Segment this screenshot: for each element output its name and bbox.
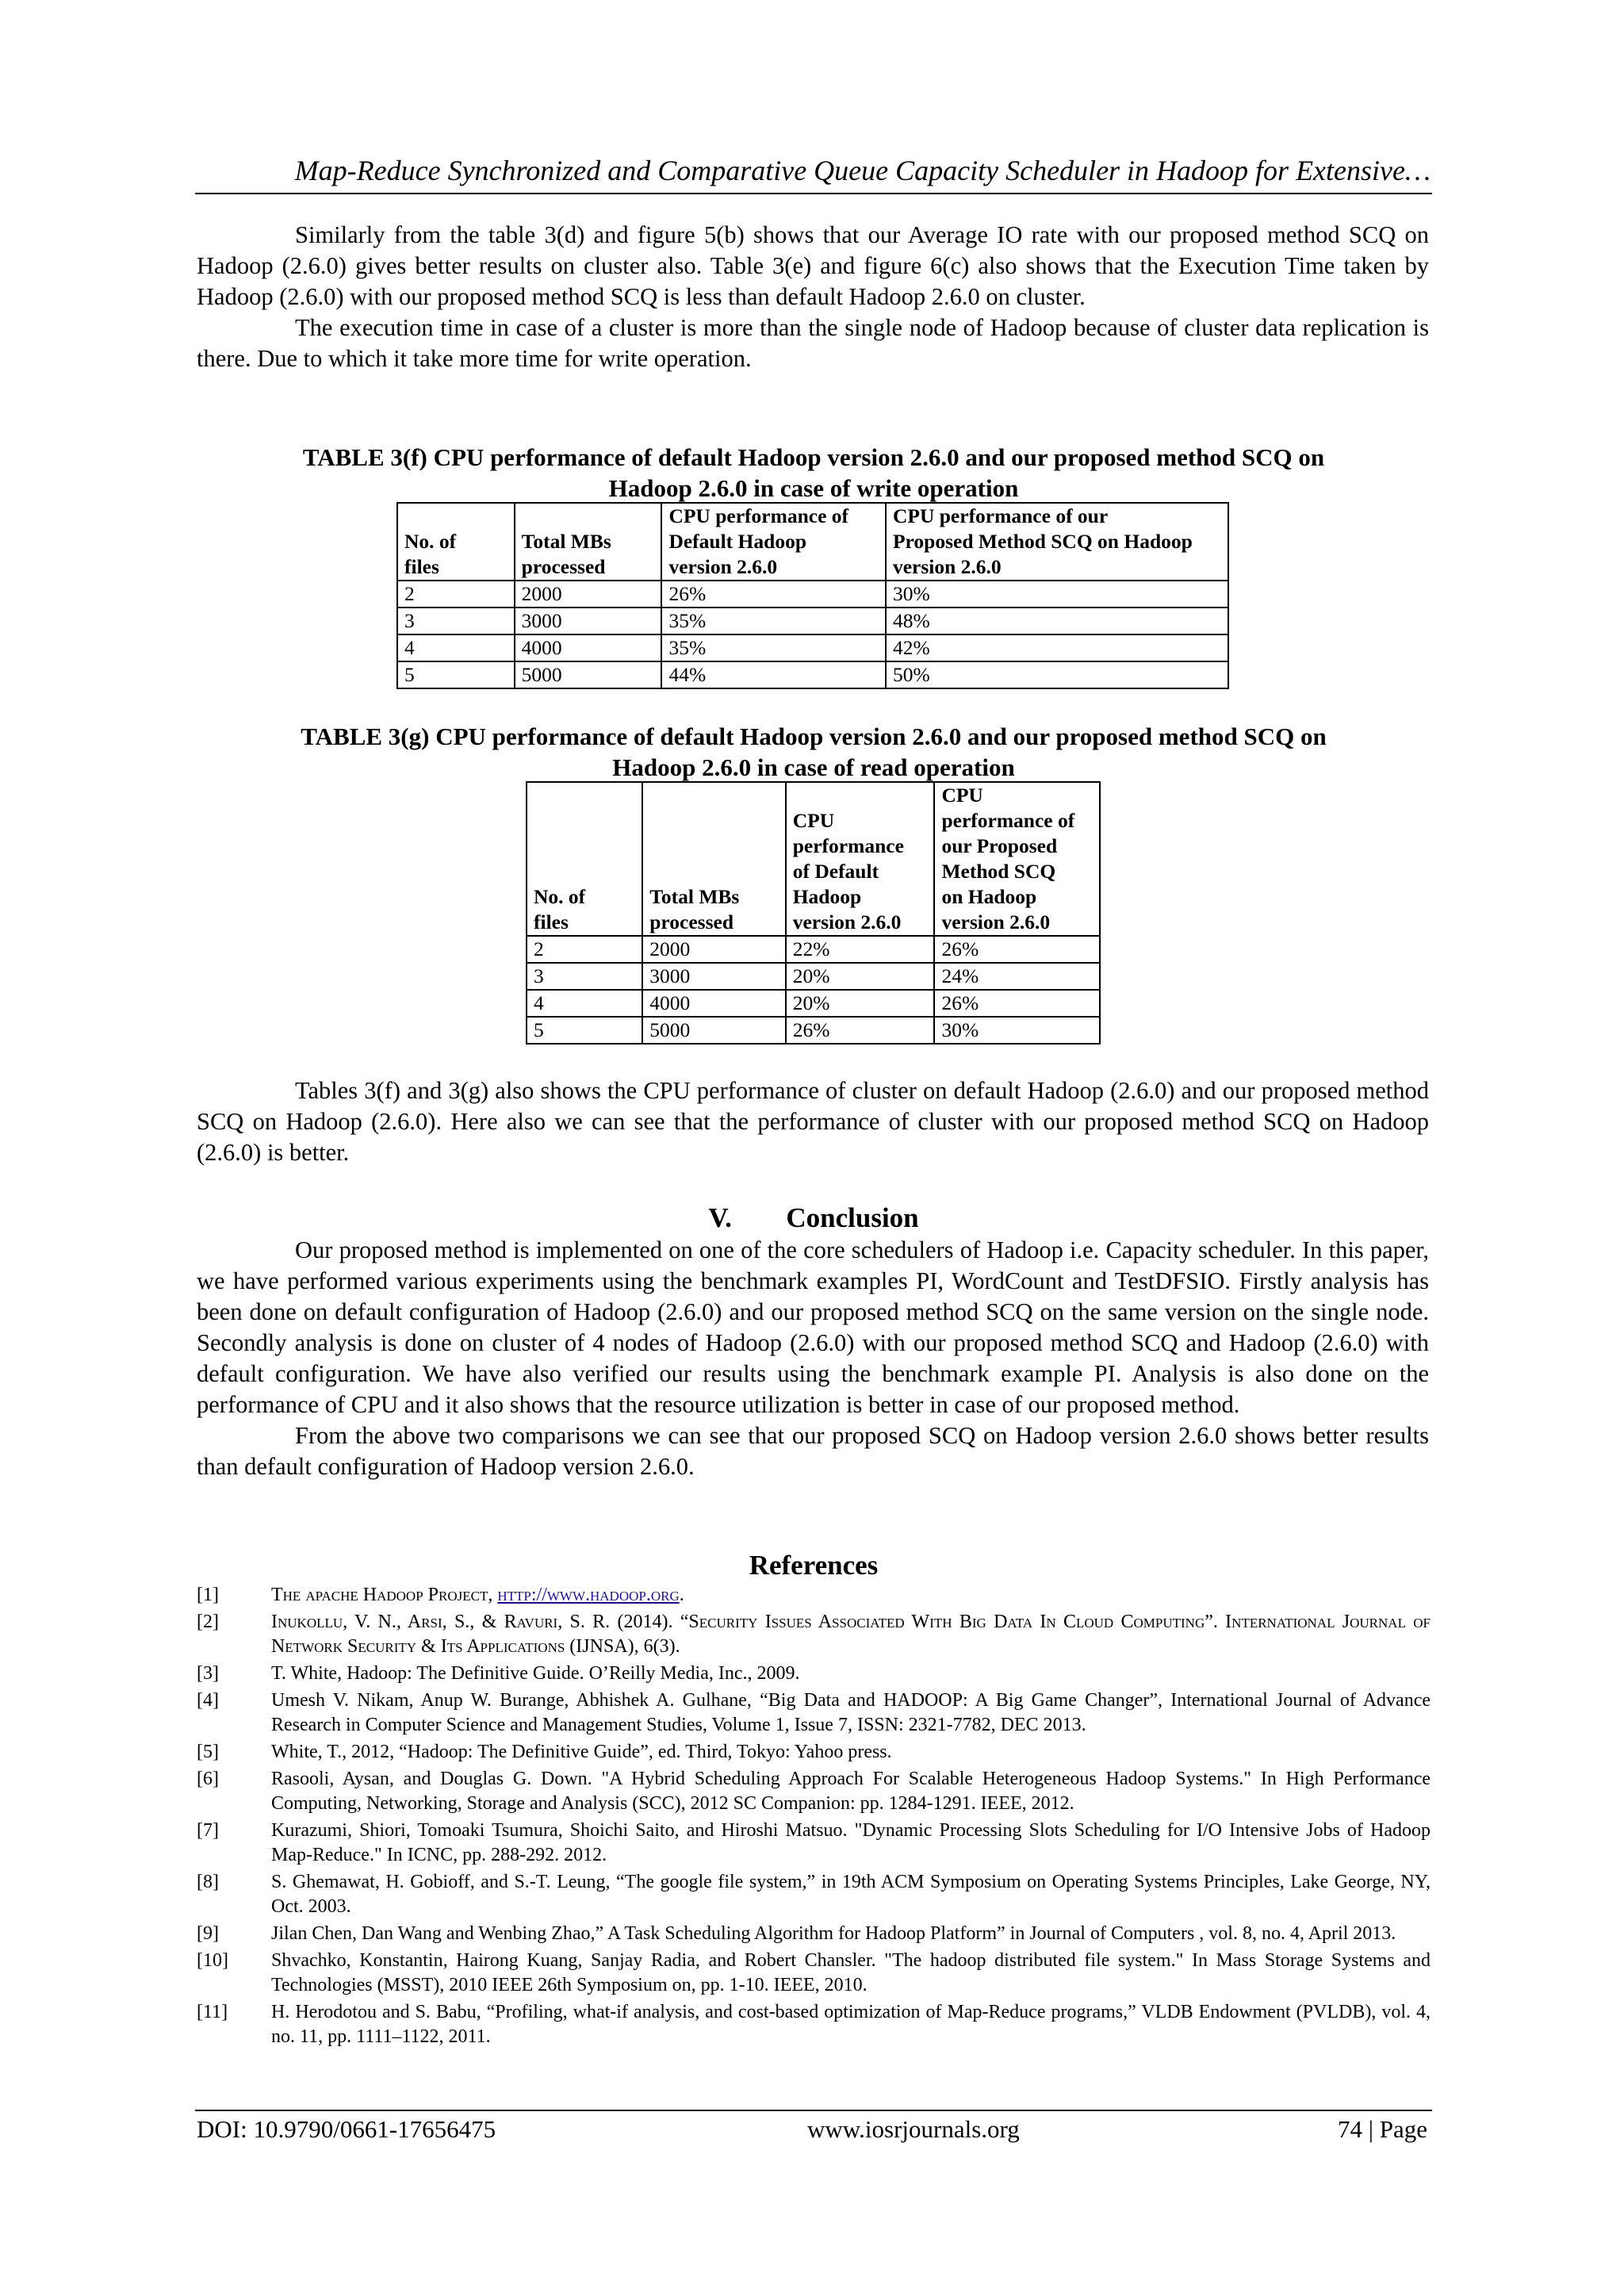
table-row — [527, 990, 1100, 1017]
reference-item: [6] Rasooli, Aysan, and Douglas G. Down. "A Hybrid Scheduling Approach For Scalable Heterogeneous Hadoop Systems." In High Performance Computing, Networking, Storage and Analysis (SCC), 2012 SC Companion: pp. 1284-1291. IEEE, 2012. — [197, 1769, 1431, 1814]
table-3f-header-row — [397, 503, 1228, 581]
table-3f — [396, 502, 1229, 689]
table-cell: 30% — [934, 1017, 1100, 1044]
table-3g-header-files: No. of files — [527, 782, 642, 936]
table-cell: 42% — [886, 634, 1228, 661]
table-3f-header-total: Total MBs processed — [515, 503, 662, 581]
table-3g — [526, 781, 1101, 1045]
reference-item: [5] White, T., 2012, “Hadoop: The Definitive Guide”, ed. Third, Tokyo: Yahoo press. — [197, 1742, 892, 1762]
conclusion-text — [197, 1235, 1429, 1482]
conclusion-heading — [197, 1202, 1431, 1235]
reference-item: [3] T. White, Hadoop: The Definitive Guide. O’Reilly Media, Inc., 2009. — [197, 1663, 800, 1684]
table-cell: 5000 — [515, 661, 662, 688]
header-rule — [195, 193, 1432, 194]
table-cell: 26% — [786, 1017, 935, 1044]
reference-item: [8] S. Ghemawat, H. Gobioff, and S.-T. Leung, “The google file system,” in 19th ACM Symposium on Operating Systems Principles, Lake George, NY, Oct. 2003. — [197, 1872, 1431, 1917]
table-cell: 3000 — [642, 963, 785, 990]
reference-item: [4] Umesh V. Nikam, Anup W. Burange, Abhishek A. Gulhane, “Big Data and HADOOP: A Big Game Changer”, International Journal of Advance Research in Computer Science and Management Studies, Volume 1, Issue 7, ISSN: 2321-7782, DEC 2013. — [197, 1690, 1431, 1735]
reference-item: [1] The apache Hadoop Project, http://www.hadoop.org. — [197, 1585, 684, 1605]
footer-rule — [195, 2110, 1432, 2111]
table-cell: 5 — [397, 661, 515, 688]
table-cell: 26% — [934, 936, 1100, 963]
table-cell: 2000 — [642, 936, 785, 963]
table-cell: 20% — [786, 990, 935, 1017]
conclusion-paragraph-1: Our proposed method is implemented on one of the core schedulers of Hadoop i.e. Capacity scheduler. In this paper, we have performed various experiments using the benchmark examples PI, WordCount and TestDFSIO. Firstly analysis has been done on default configuration of Hadoop (2.6.0) and our proposed method SCQ on the same version on the single node. Secondly analysis is done on cluster of 4 nodes of Hadoop (2.6.0) with our proposed method SCQ and Hadoop (2.6.0) with default configuration. We have also verified our results using the benchmark example PI. Analysis is also done on the performance of CPU and it also shows that the resource utilization is better in case of our proposed method. — [197, 1236, 1429, 1418]
table-3g-caption-line-2: Hadoop 2.6.0 in case of read operation — [612, 753, 1015, 781]
table-cell: 50% — [886, 661, 1228, 688]
conclusion-title: Conclusion — [786, 1202, 919, 1233]
table-cell: 44% — [661, 661, 886, 688]
table-3g-header-proposed: CPU performance of our Proposed Method SCQ on Hadoop version 2.6.0 — [934, 782, 1100, 936]
table-3f-caption-line-2: Hadoop 2.6.0 in case of write operation — [608, 474, 1019, 502]
table-cell: 30% — [886, 581, 1228, 608]
references-heading: References — [749, 1550, 879, 1581]
reference-item: [2] Inukollu, V. N., Arsi, S., & Ravuri, S. R. (2014). “Security Issues Associated With Big Data In Cloud Computing”. International Journal of Network Security & Its Applications (IJNSA), 6(3). — [197, 1612, 1431, 1657]
footer-doi: DOI: 10.9790/0661-17656475 — [197, 2115, 496, 2143]
table-cell: 4 — [397, 634, 515, 661]
running-header: Map-Reduce Synchronized and Comparative Queue Capacity Scheduler in Hadoop for Extensive… — [294, 155, 1431, 186]
table-cell: 24% — [934, 963, 1100, 990]
table-3g-header-row — [527, 782, 1100, 936]
table-3f-header-files: No. of files — [397, 503, 515, 581]
table-row — [527, 963, 1100, 990]
table-cell: 35% — [661, 634, 886, 661]
table-cell: 4 — [527, 990, 642, 1017]
footer-website[interactable]: www.iosrjournals.org — [807, 2115, 1020, 2143]
reference-item: [9] Jilan Chen, Dan Wang and Wenbing Zhao,” A Task Scheduling Algorithm for Hadoop Platform” in Journal of Computers , vol. 8, no. 4, April 2013. — [197, 1923, 1396, 1944]
table-3g-caption — [197, 721, 1431, 783]
footer-page-number: 74 | Page — [1338, 2115, 1427, 2143]
table-3f-header-proposed: CPU performance of our Proposed Method SCQ on Hadoop version 2.6.0 — [886, 503, 1228, 581]
reference-item: [10] Shvachko, Konstantin, Hairong Kuang, Sanjay Radia, and Robert Chansler. "The hadoop distributed file system." In Mass Storage Systems and Technologies (MSST), 2010 IEEE 26th Symposium on, pp. 1-10. IEEE, 2010. — [197, 1950, 1431, 1995]
table-cell: 35% — [661, 608, 886, 634]
table-cell: 2 — [397, 581, 515, 608]
table-3f-caption-line-1: TABLE 3(f) CPU performance of default Hadoop version 2.6.0 and our proposed method SCQ on — [302, 443, 1325, 471]
intro-paragraph-1: Similarly from the table 3(d) and figure 5(b) shows that our Average IO rate with our proposed method SCQ on Hadoop (2.6.0) gives better results on cluster also. Table 3(e) and figure 6(c) also shows that the Execution Time taken by Hadoop (2.6.0) with our proposed method SCQ is less than default Hadoop 2.6.0 on cluster. — [197, 221, 1429, 310]
table-cell: 2 — [527, 936, 642, 963]
table-cell: 20% — [786, 963, 935, 990]
reference-item: [7] Kurazumi, Shiori, Tomoaki Tsumura, Shoichi Saito, and Hiroshi Matsuo. "Dynamic Processing Slots Scheduling for I/O Intensive Jobs of Hadoop Map-Reduce." In ICNC, pp. 288-292. 2012. — [197, 1820, 1431, 1865]
table-cell: 26% — [934, 990, 1100, 1017]
table-cell: 26% — [661, 581, 886, 608]
table-cell: 22% — [786, 936, 935, 963]
table-row — [527, 1017, 1100, 1044]
tables-discussion — [197, 1075, 1429, 1168]
table-3g-header-default: CPU performance of Default Hadoop version 2.6.0 — [786, 782, 935, 936]
references-list — [197, 1583, 1431, 2052]
table-cell: 2000 — [515, 581, 662, 608]
conclusion-paragraph-2: From the above two comparisons we can see that our proposed SCQ on Hadoop version 2.6.0 shows better results than default configuration of Hadoop version 2.6.0. — [197, 1422, 1429, 1480]
tables-discussion-paragraph: Tables 3(f) and 3(g) also shows the CPU performance of cluster on default Hadoop (2.6.0) and our proposed method SCQ on Hadoop (2.6.0). Here also we can see that the performance of cluster with our proposed method SCQ on Hadoop (2.6.0) is better. — [197, 1077, 1429, 1166]
table-row — [527, 936, 1100, 963]
table-cell: 5000 — [642, 1017, 785, 1044]
table-3g-caption-line-1: TABLE 3(g) CPU performance of default Hadoop version 2.6.0 and our proposed method SCQ on — [301, 723, 1327, 750]
table-cell: 4000 — [515, 634, 662, 661]
table-row — [397, 634, 1228, 661]
table-3f-caption — [197, 442, 1431, 504]
hadoop-link[interactable]: http://www.hadoop.org — [497, 1585, 680, 1605]
table-row — [397, 661, 1228, 688]
table-3g-header-total: Total MBs processed — [642, 782, 785, 936]
intro-paragraph-2: The execution time in case of a cluster is more than the single node of Hadoop because of cluster data replication is there. Due to which it take more time for write operation. — [197, 314, 1429, 372]
table-row — [397, 608, 1228, 634]
table-cell: 3 — [397, 608, 515, 634]
table-row — [397, 581, 1228, 608]
reference-item: [11] H. Herodotou and S. Babu, “Profiling, what-if analysis, and cost-based optimization of Map-Reduce programs,” VLDB Endowment (PVLDB), vol. 4, no. 11, pp. 1111–1122, 2011. — [197, 2002, 1431, 2047]
table-cell: 4000 — [642, 990, 785, 1017]
table-cell: 48% — [886, 608, 1228, 634]
table-cell: 3 — [527, 963, 642, 990]
table-cell: 3000 — [515, 608, 662, 634]
conclusion-number: V. — [708, 1202, 732, 1233]
intro-text — [197, 220, 1429, 374]
table-3f-header-default: CPU performance of Default Hadoop version 2.6.0 — [661, 503, 886, 581]
table-cell: 5 — [527, 1017, 642, 1044]
